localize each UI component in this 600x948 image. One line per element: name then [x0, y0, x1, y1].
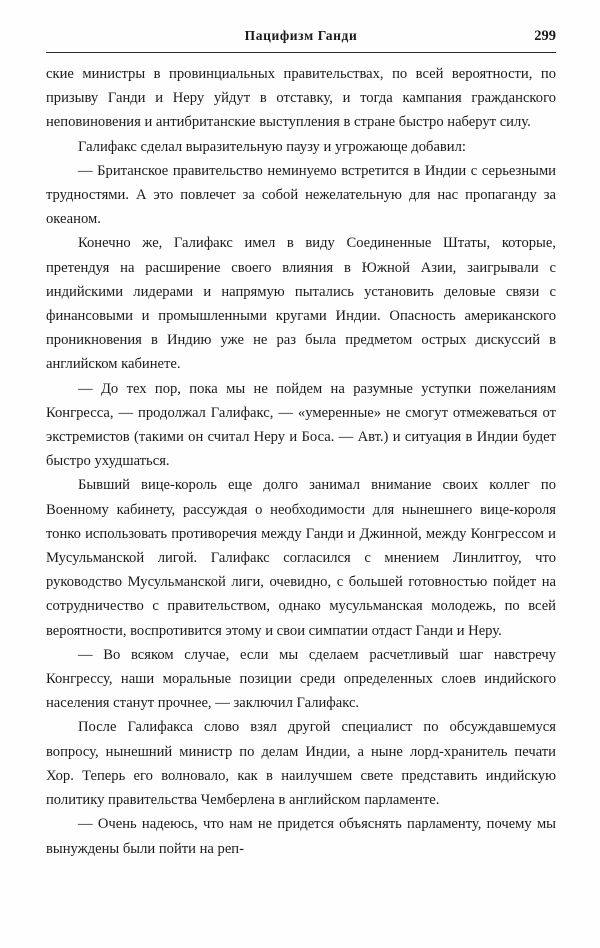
- paragraph: После Галифакса слово взял другой специалист по обсуждавшемуся вопросу, нынешний министр по делам Индии, а ныне лорд-хранитель печати Хор. Теперь его волновало, как в наилучшем свете представить индийскую политику правительства Чемберлена в английском парламенте.: [46, 719, 556, 809]
- page-body: [46, 62, 556, 861]
- paragraph: Галифакс сделал выразительную паузу и угрожающе добавил:: [78, 138, 466, 155]
- paragraph: — До тех пор, пока мы не пойдем на разумные уступки пожеланиям Конгресса, — продолжал Галифакс, — «умеренные» не смогут отмежеваться от экстремистов (такими он считал Неру и Боса. — Авт.) и ситуация в Индии будет быстро ухудшаться.: [46, 380, 556, 470]
- paragraph: Конечно же, Галифакс имел в виду Соединенные Штаты, которые, претендуя на расширение своего влияния в Южной Азии, заигрывали с индийскими лидерами и напрямую пытались установить деловые связи с финансовыми и промышленными кругами Индии. Опасность американского проникновения в Индию уже не раз была предметом острых дискуссий в английском кабинете.: [46, 235, 556, 373]
- paragraph: Бывший вице-король еще долго занимал внимание своих коллег по Военному кабинету, рассуждая о необходимости для нынешнего вице-короля тонко использовать противоречия между Ганди и Джинной, между Конгрессом и Мусульманской лигой. Галифакс согласился с мнением Линлитгоу, что руководство Мусульманской лиги, очевидно, с большей готовностью пойдет на сотрудничество с правительством, однако мусульманская молодежь, по всей вероятности, воспротивится этому и свои симпатии отдаст Ганди и Неру.: [46, 477, 556, 639]
- paragraph: — Британское правительство неминуемо встретится в Индии с серьезными трудностями. А это повлечет за собой нежелательную для нас пропаганду за океаном.: [46, 162, 556, 228]
- paragraph: ские министры в провинциальных правительствах, по всей вероятности, по призыву Ганди и Неру уйдут в отставку, и тогда кампания гражданского неповиновения и антибританские выступления в стране быстро наберут силу.: [46, 66, 556, 131]
- running-head-title: Пацифизм Ганди: [244, 28, 358, 43]
- paragraph: — Очень надеюсь, что нам не придется объяснять парламенту, почему мы вынуждены были пойти на реп-: [46, 816, 556, 857]
- page-header: [46, 28, 556, 50]
- page-number: 299: [534, 28, 556, 44]
- paragraph: — Во всяком случае, если мы сделаем расчетливый шаг навстречу Конгрессу, наши моральные позиции среди определенных слоев индийского населения станут прочнее, — заключил Галифакс.: [46, 646, 556, 712]
- header-divider: [46, 52, 556, 53]
